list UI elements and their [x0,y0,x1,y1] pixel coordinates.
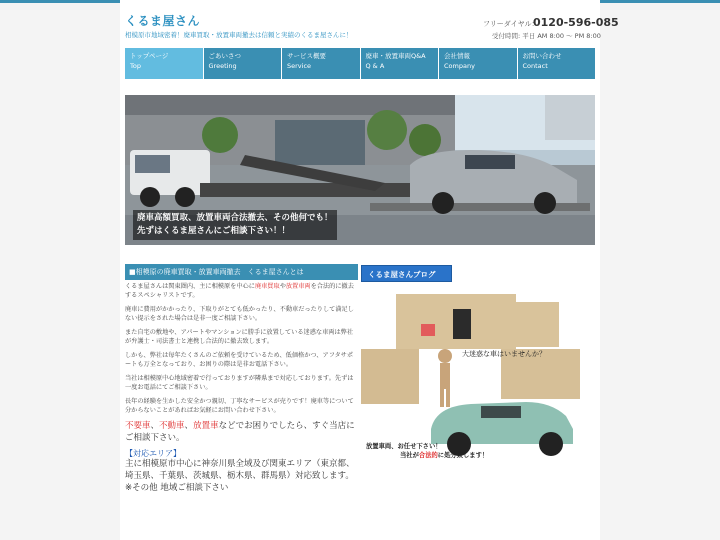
nav-service[interactable] [282,48,361,79]
callout-text: などでお困りでしたら、すぐ当店にご相談下さい。 [125,421,355,443]
free-dial-number[interactable]: 0120-596-085 [533,16,619,29]
blog-bubble-text: 大迷惑な車はいませんか？ [462,350,546,358]
global-nav [125,48,595,79]
intro-paragraph: 廃車に費用がかかったり、下取りがとても低かったり、不動車だったりして満足しない提示をされた場合は是非一度ご相談下さい。 [125,306,354,322]
hero-banner [125,95,595,245]
highlight-text: 不動車 [159,421,185,431]
highlight-text: 放置車両 [285,283,311,290]
intro-paragraph: しかも、弊社は毎年たくさんのご依頼を受けているため、低価格かつ、アフタサポートも万全となっており、お困りの際は是非お電話下さい。 [125,352,354,368]
site-tagline: 相模原市地域密着！廃車買取・放置車両撤去は信頼と実績のくるま屋さんに！ [125,31,353,39]
intro-paragraph: 当社は相模原中心地域密着で行っておりますが隣県まで対応しております。先ずは一度お電話にてご相談下さい。 [125,375,354,391]
intro-text: を合法的に撤去するスペシャリストです。 [125,283,354,299]
blog-caption-line2 [400,450,488,459]
blog-illustration [361,294,580,464]
nav-label-jp: お問い合わせ [522,52,562,60]
nav-label-en: Top [130,62,141,70]
nav-label-jp: 廃車・放置車両Q&A [365,52,426,60]
business-hours: 受付時間: 平日 AM 8:00 〜 PM 8:00 [492,32,601,40]
separator-text: 、 [150,421,160,431]
blog-caption-line1: 放置車両、お任せ下さい！ [366,443,442,450]
area-text: 主に相模原市中心に神奈川県全域及び関東エリア（東京都、埼玉県、千葉県、茨城県、栃木県、群馬県）対応致します。 [125,459,355,481]
nav-label-jp: トップページ [130,52,169,60]
blog-image[interactable] [361,294,580,464]
intro-paragraph: 長年の経験を生かした安全かつ親切、丁寧なサービスが売りです！廃車等について分からないことがあればお気軽にお問い合わせ下さい。 [125,398,354,414]
nav-label-jp: サービス概要 [287,52,326,60]
intro-paragraph [125,282,358,300]
intro-paragraph: また自宅の敷地や、アパートやマンションに勝手に放置している迷惑な車両は弊社が弁護士・司法書士と連携し合法的に撤去致します。 [125,329,354,345]
area-note: ※その他 地域ご相談下さい [125,483,229,493]
intro-text: や [279,283,286,290]
hero-caption-line1: 廃車高額買取、放置車両合法撤去、その他何でも！ [137,213,333,223]
nav-qa[interactable] [361,48,440,79]
intro-body [125,282,358,494]
intro-heading: ■相模原の廃車買取・放置車両撤去 くるま屋さんとは [125,264,358,280]
nav-label-jp: ごあいさつ [208,52,241,60]
nav-greeting[interactable] [204,48,283,79]
blog-banner-link[interactable]: くるま屋さんブログ [361,265,452,282]
nav-label-jp: 会社情報 [444,52,470,60]
nav-label-en: Contact [522,62,548,70]
nav-contact[interactable] [518,48,596,79]
separator-text: 、 [184,421,194,431]
highlight-text: 不要車 [125,421,151,431]
intro-text: くるま屋さんは関東圏内、主に相模原を中心に [125,283,255,290]
nav-label-en: Q & A [365,62,385,70]
site-title[interactable]: くるま屋さん [125,14,201,28]
nav-company[interactable] [439,48,518,79]
nav-label-en: Company [444,62,475,70]
highlight-text: 合法的 [418,452,438,459]
free-dial-label: フリーダイヤル： [483,20,539,28]
nav-top[interactable] [125,48,204,79]
area-title: 【対応エリア】 [125,449,181,458]
hero-caption-line2: 先ずはくるま屋さんにご相談下さい！！ [137,226,291,236]
nav-label-en: Service [287,62,312,70]
trouble-callout [125,420,358,444]
blog-caption-text: 当社が [400,452,419,459]
nav-label-en: Greeting [208,62,237,70]
blog-caption-text: に処分致します！ [437,452,489,459]
highlight-text: 廃車買取 [254,283,280,290]
hero-caption [133,210,337,240]
highlight-text: 放置車 [193,421,219,431]
